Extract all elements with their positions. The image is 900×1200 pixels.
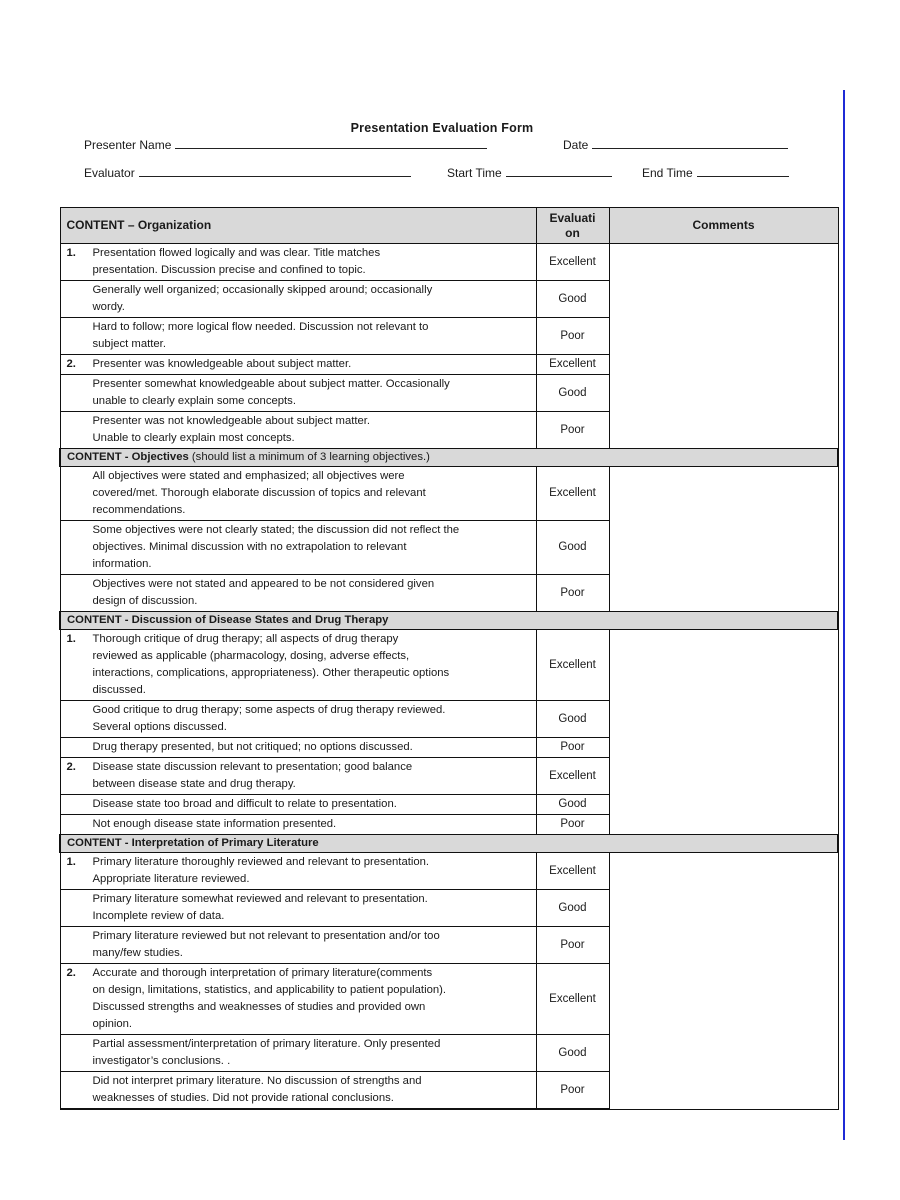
rating-excellent[interactable]: Excellent: [536, 853, 609, 890]
criterion-line: information.: [92, 558, 152, 570]
section-header-row: [60, 612, 838, 630]
criterion-line: subject matter.: [92, 338, 166, 350]
criterion-line: Did not interpret primary literature. No discussion of strengths and: [92, 1075, 422, 1087]
end-time-line[interactable]: [697, 166, 789, 177]
rating-poor[interactable]: Poor: [536, 815, 609, 835]
section-title-text: CONTENT - Interpretation of Primary Literature: [67, 837, 319, 849]
rating-good[interactable]: Good: [536, 375, 609, 412]
criterion-number: 1.: [66, 633, 76, 645]
start-time-label: Start Time: [447, 166, 502, 180]
criterion-line: 1. Thorough critique of drug therapy; all aspects of drug therapy: [67, 631, 530, 648]
criterion-line: Drug therapy presented, but not critiqued; no options discussed.: [92, 741, 413, 753]
criterion-number: 2.: [66, 358, 76, 370]
rating-good[interactable]: Good: [536, 1035, 609, 1072]
criterion-number: 2.: [66, 761, 76, 773]
page-edge-line: [843, 90, 845, 1140]
criterion-line: Appropriate literature reviewed.: [92, 873, 250, 885]
comments-cell[interactable]: [609, 630, 838, 835]
criterion-line: 1. Presentation flowed logically and was clear. Title matches: [67, 245, 530, 262]
comments-cell[interactable]: [609, 467, 838, 612]
evaluator-field[interactable]: [84, 166, 411, 180]
rating-good[interactable]: Good: [536, 795, 609, 815]
criterion-description: [60, 927, 536, 964]
comments-cell[interactable]: [609, 853, 838, 1110]
section-note: (should list a minimum of 3 learning objectives.): [188, 451, 430, 463]
start-time-line[interactable]: [506, 166, 612, 177]
rating-good[interactable]: Good: [536, 701, 609, 738]
criterion-line: All objectives were stated and emphasized; all objectives were: [92, 470, 405, 482]
presenter-name-label: Presenter Name: [84, 138, 172, 152]
date-label: Date: [563, 138, 589, 152]
section-title-text: CONTENT - Discussion of Disease States and Drug Therapy: [67, 614, 389, 626]
criterion-description: [60, 738, 536, 758]
criterion-line: discussed.: [92, 684, 146, 696]
rating-excellent[interactable]: Excellent: [536, 467, 609, 521]
criterion-line: opinion.: [92, 1018, 133, 1030]
criterion-description: [60, 701, 536, 738]
criterion-line: recommendations.: [92, 504, 186, 516]
criterion-line: presentation. Discussion precise and confined to topic.: [92, 264, 366, 276]
criterion-line: Generally well organized; occasionally skipped around; occasionally: [92, 284, 433, 296]
criterion-line: Good critique to drug therapy; some aspects of drug therapy reviewed.: [92, 704, 446, 716]
criterion-line: Unable to clearly explain most concepts.: [92, 432, 295, 444]
criterion-description: [60, 758, 536, 795]
criterion-line: unable to clearly explain some concepts.: [92, 395, 296, 407]
rating-excellent[interactable]: Excellent: [536, 355, 609, 375]
criterion-line: 1. Primary literature thoroughly reviewed and relevant to presentation.: [67, 854, 530, 871]
criterion-line: Objectives were not stated and appeared to be not considered given: [92, 578, 435, 590]
section-header-row: [60, 835, 838, 853]
date-field[interactable]: [563, 138, 788, 152]
section-header-row: [60, 449, 838, 467]
form-title: Presentation Evaluation Form: [350, 121, 534, 135]
rating-excellent[interactable]: Excellent: [536, 758, 609, 795]
criterion-line: 2. Disease state discussion relevant to presentation; good balance: [67, 759, 530, 776]
criterion-description: [60, 1035, 536, 1072]
criterion-description: [60, 890, 536, 927]
rating-poor[interactable]: Poor: [536, 927, 609, 964]
evaluation-header-line2: on: [565, 225, 580, 240]
criterion-line: design of discussion.: [92, 595, 198, 607]
section-title: [60, 612, 838, 630]
section-title: [60, 449, 838, 467]
criterion-line: Several options discussed.: [92, 721, 227, 733]
comments-column-header: Comments: [609, 208, 838, 244]
criterion-line: objectives. Minimal discussion with no extrapolation to relevant: [92, 541, 407, 553]
criterion-description: [60, 795, 536, 815]
rating-poor[interactable]: Poor: [536, 412, 609, 449]
criterion-number: 1.: [66, 247, 76, 259]
evaluation-column-header: [536, 208, 609, 244]
criterion-description: [60, 244, 536, 281]
criterion-description: [60, 1072, 536, 1110]
rating-excellent[interactable]: Excellent: [536, 244, 609, 281]
comments-cell[interactable]: [609, 244, 838, 449]
evaluation-header-line1: Evaluati: [549, 210, 596, 225]
end-time-field[interactable]: [642, 166, 789, 180]
criterion-line: Presenter somewhat knowledgeable about subject matter. Occasionally: [92, 378, 450, 390]
criterion-row: [60, 853, 838, 890]
end-time-label: End Time: [642, 166, 693, 180]
rating-good[interactable]: Good: [536, 281, 609, 318]
criterion-description: [60, 815, 536, 835]
criterion-line: Incomplete review of data.: [92, 910, 225, 922]
criterion-line: wordy.: [92, 301, 125, 313]
presenter-name-line[interactable]: [175, 138, 487, 149]
table-body: [60, 244, 838, 1110]
criterion-description: [60, 355, 536, 375]
criterion-line: weaknesses of studies. Did not provide rational conclusions.: [92, 1092, 394, 1104]
criterion-description: [60, 630, 536, 701]
section-title-text: CONTENT - Objectives: [67, 451, 189, 463]
content-column-header: CONTENT – Organization: [60, 208, 536, 244]
criterion-line: Not enough disease state information presented.: [92, 818, 337, 830]
criterion-line: interactions, complications, appropriateness). Other therapeutic options: [92, 667, 450, 679]
rating-poor[interactable]: Poor: [536, 1072, 609, 1110]
criterion-line: Disease state too broad and difficult to relate to presentation.: [92, 798, 397, 810]
criterion-line: 2. Presenter was knowledgeable about subject matter.: [67, 356, 530, 373]
rating-poor[interactable]: Poor: [536, 738, 609, 758]
criterion-line: Presenter was not knowledgeable about subject matter.: [92, 415, 371, 427]
criterion-description: [60, 521, 536, 575]
start-time-field[interactable]: [447, 166, 612, 180]
evaluator-label: Evaluator: [84, 166, 135, 180]
criterion-line: Primary literature reviewed but not relevant to presentation and/or too: [92, 930, 440, 942]
criterion-row: [60, 467, 838, 521]
rating-excellent[interactable]: Excellent: [536, 630, 609, 701]
criterion-line: many/few studies.: [92, 947, 183, 959]
evaluator-line[interactable]: [139, 166, 411, 177]
criterion-description: [60, 964, 536, 1035]
rating-poor[interactable]: Poor: [536, 575, 609, 612]
criterion-line: Discussed strengths and weaknesses of studies and provided own: [92, 1001, 426, 1013]
criterion-row: [60, 630, 838, 701]
criterion-line: covered/met. Thorough elaborate discussion of topics and relevant: [92, 487, 426, 499]
criterion-description: [60, 281, 536, 318]
criterion-line: Partial assessment/interpretation of primary literature. Only presented: [92, 1038, 441, 1050]
criterion-line: on design, limitations, statistics, and applicability to patient population).: [92, 984, 447, 996]
rating-excellent[interactable]: Excellent: [536, 964, 609, 1035]
criterion-line: Hard to follow; more logical flow needed. Discussion not relevant to: [92, 321, 429, 333]
evaluation-table: [59, 207, 839, 1110]
table-header-row: [60, 208, 838, 244]
rating-poor[interactable]: Poor: [536, 318, 609, 355]
criterion-line: between disease state and drug therapy.: [92, 778, 296, 790]
criterion-line: 2. Accurate and thorough interpretation of primary literature(comments: [67, 965, 530, 982]
criterion-description: [60, 853, 536, 890]
rating-good[interactable]: Good: [536, 521, 609, 575]
criterion-description: [60, 412, 536, 449]
date-line[interactable]: [592, 138, 788, 149]
criterion-number: 1.: [66, 856, 76, 868]
criterion-line: investigator’s conclusions. .: [92, 1055, 231, 1067]
criterion-line: Primary literature somewhat reviewed and relevant to presentation.: [92, 893, 428, 905]
section-title: [60, 835, 838, 853]
criterion-description: [60, 375, 536, 412]
criterion-description: [60, 575, 536, 612]
criterion-description: [60, 318, 536, 355]
criterion-line: Some objectives were not clearly stated; the discussion did not reflect the: [92, 524, 460, 536]
rating-good[interactable]: Good: [536, 890, 609, 927]
criterion-description: [60, 467, 536, 521]
criterion-row: [60, 244, 838, 281]
criterion-line: reviewed as applicable (pharmacology, dosing, adverse effects,: [92, 650, 410, 662]
criterion-number: 2.: [66, 967, 76, 979]
presenter-name-field[interactable]: [84, 138, 487, 152]
